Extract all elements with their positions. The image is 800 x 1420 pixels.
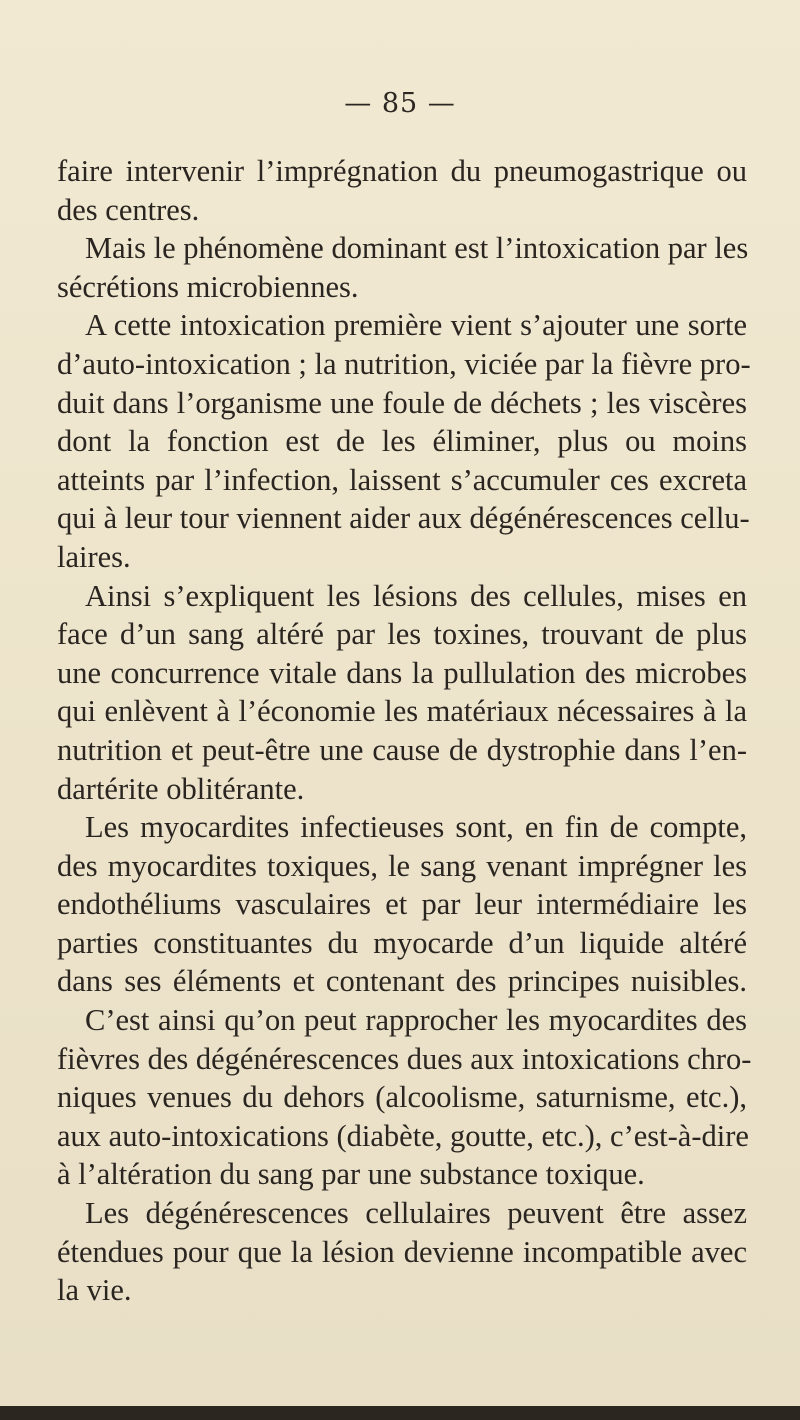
text-line: qui enlèvent à l’économie les matériaux nécessaires à la xyxy=(57,694,747,729)
text-line: niques venues du dehors (alcoolisme, saturnisme, etc.), xyxy=(57,1080,747,1115)
page-number: — 85 — xyxy=(344,88,456,119)
text-line: parties constituantes du myocarde d’un liquide altéré xyxy=(57,925,747,960)
text-line: face d’un sang altéré par les toxines, trouvant de plus xyxy=(57,617,747,652)
text-line: d’auto-intoxication ; la nutrition, viciée par la fièvre pro- xyxy=(57,346,751,381)
text-line: Les dégénérescences cellulaires peuvent être assez xyxy=(85,1196,747,1231)
text-line: des myocardites toxiques, le sang venant imprégner les xyxy=(57,848,747,883)
text-line: aux auto-intoxications (diabète, goutte, etc.), c’est-à-dire xyxy=(57,1118,749,1153)
text-line: Ainsi s’expliquent les lésions des cellules, mises en xyxy=(85,578,747,613)
text-line: endothéliums vasculaires et par leur intermédiaire les xyxy=(57,887,747,922)
text-line: à l’altération du sang par une substance toxique. xyxy=(57,1157,645,1192)
text-line: faire intervenir l’imprégnation du pneumogastrique ou xyxy=(57,154,747,188)
text-line: laires. xyxy=(57,539,131,574)
text-line: Les myocardites infectieuses sont, en fin de compte, xyxy=(85,810,747,845)
body-text xyxy=(57,152,752,1310)
text-line: fièvres des dégénérescences dues aux intoxications chro- xyxy=(57,1041,752,1076)
text-line: duit dans l’organisme une foule de déchets ; les viscères xyxy=(57,385,747,420)
text-line: C’est ainsi qu’on peut rapprocher les myocardites des xyxy=(85,1003,747,1038)
page-bottom-edge xyxy=(0,1406,800,1420)
text-line: la vie. xyxy=(57,1273,132,1308)
text-line: dartérite oblitérante. xyxy=(57,771,305,806)
text-line: des centres. xyxy=(57,192,200,227)
text-line: sécrétions microbiennes. xyxy=(57,269,359,304)
text-line: dans ses éléments et contenant des principes nuisibles. xyxy=(57,964,747,999)
text-line: qui à leur tour viennent aider aux dégénérescences cellu- xyxy=(57,501,750,536)
text-line: Mais le phénomène dominant est l’intoxication par les xyxy=(85,231,749,266)
text-line: étendues pour que la lésion devienne incompatible avec xyxy=(57,1234,747,1269)
text-line: une concurrence vitale dans la pullulation des microbes xyxy=(57,655,747,690)
text-line: A cette intoxication première vient s’ajouter une sorte xyxy=(85,308,747,343)
text-line: atteints par l’infection, laissent s’accumuler ces excreta xyxy=(57,462,747,497)
text-line: dont la fonction est de les éliminer, plus ou moins xyxy=(57,424,747,459)
text-line: nutrition et peut-être une cause de dystrophie dans l’en- xyxy=(57,732,747,767)
